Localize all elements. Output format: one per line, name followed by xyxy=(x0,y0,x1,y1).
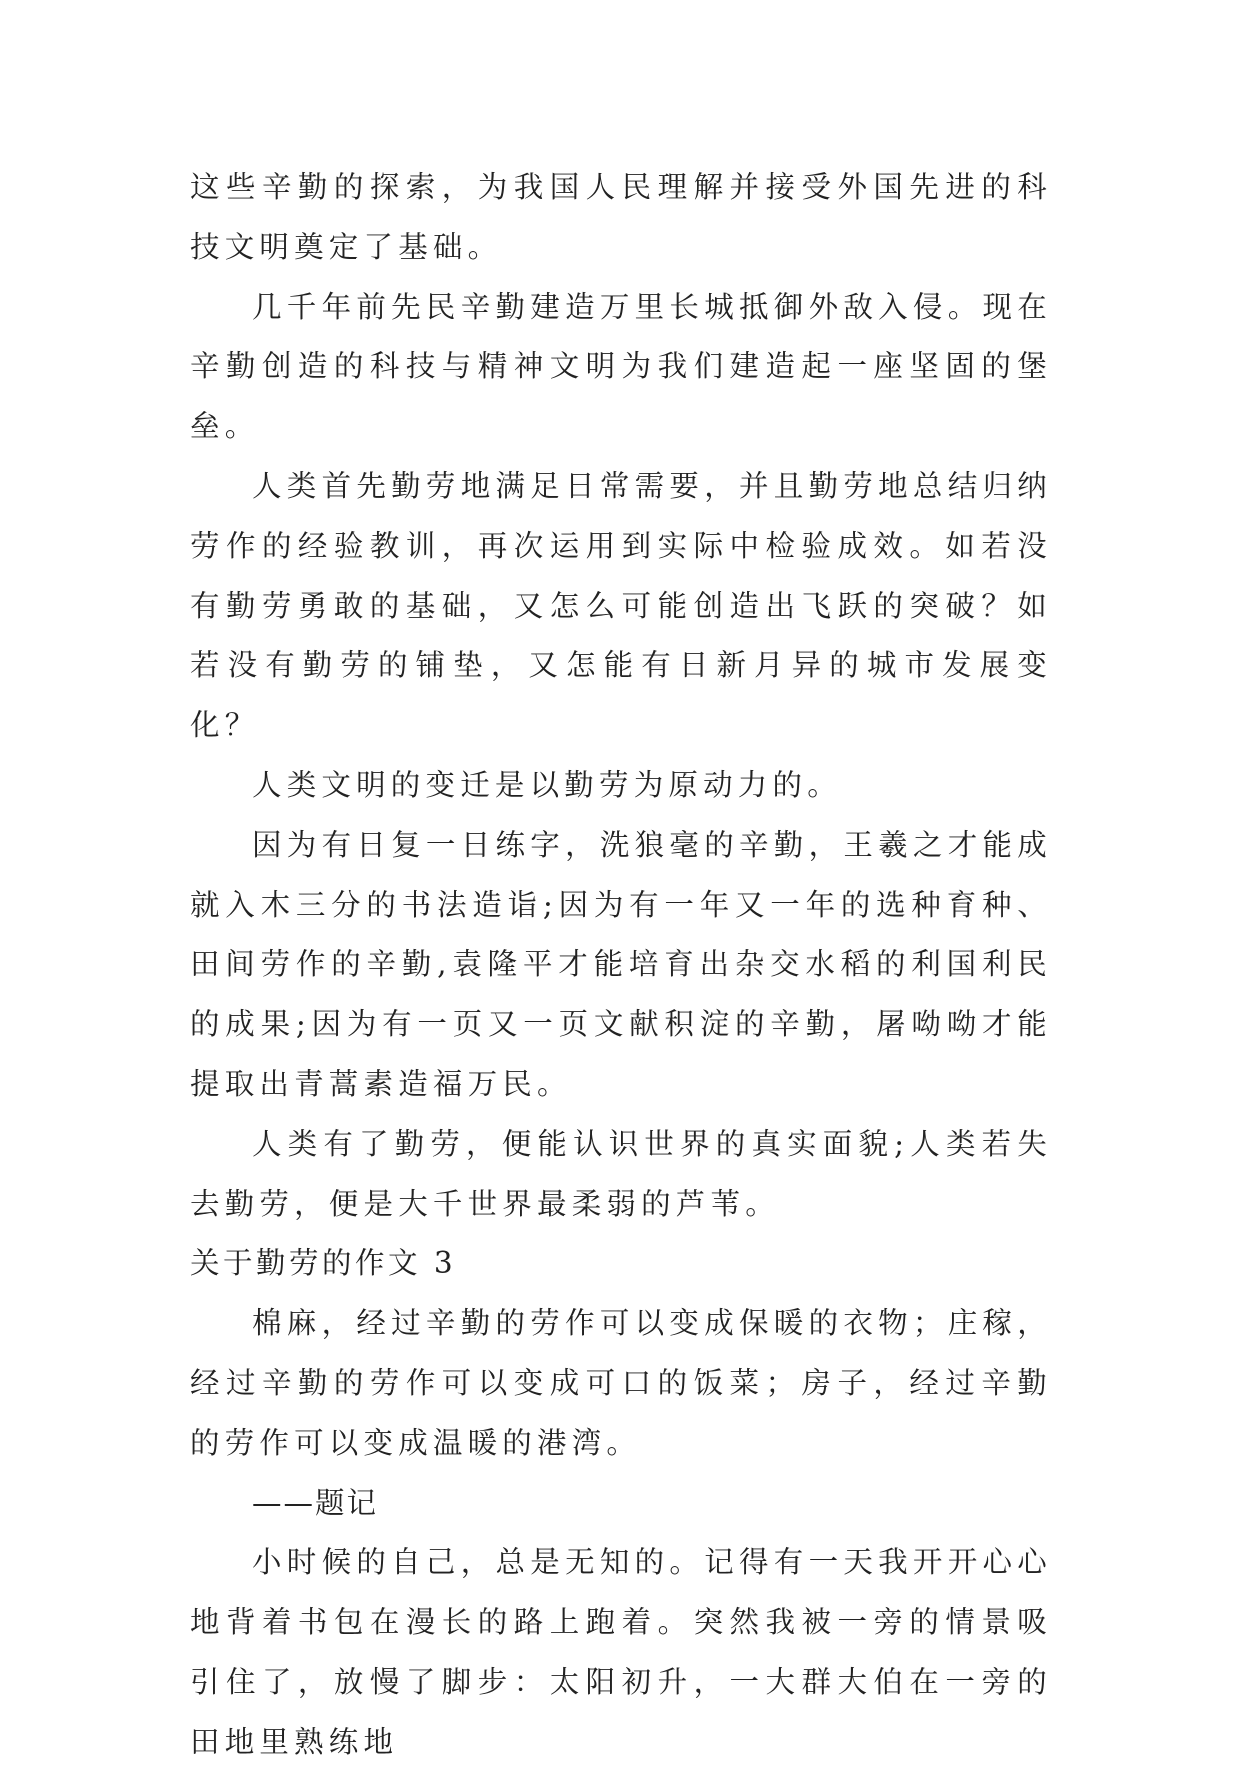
paragraph-childhood: 小时候的自己，总是无知的。记得有一天我开开心心地背着书包在漫长的路上跑着。突然我被一旁的情景吸引住了，放慢了脚步：太阳初升，一大群大伯在一旁的田地里熟练地 xyxy=(190,1545,1052,1759)
paragraph-exploration: 这些辛勤的探索，为我国人民理解并接受外国先进的科技文明奠定了基础。 xyxy=(190,170,1052,264)
paragraph-conclusion: 人类有了勤劳，便能认识世界的真实面貌;人类若失去勤劳，便是大千世界最柔弱的芦苇。 xyxy=(190,1126,1052,1221)
epigraph: 棉麻，经过辛勤的劳作可以变成保暖的衣物；庄稼，经过辛勤的劳作可以变成可口的饭菜；房子，经过辛勤的劳作可以变成温暖的港湾。 xyxy=(190,1306,1052,1460)
section-title: 关于勤劳的作文 3 xyxy=(190,1246,457,1281)
epigraph-note: ——题记 xyxy=(252,1485,379,1520)
document-body xyxy=(190,158,1052,1773)
paragraph-human-diligence: 人类首先勤劳地满足日常需要，并且勤劳地总结归纳劳作的经验教训，再次运用到实际中检验成效。如若没有勤劳勇敢的基础，又怎么可能创造出飞跃的突破？如若没有勤劳的铺垫，又怎能有日新月异的城市发展变化？ xyxy=(190,468,1052,743)
paragraph-civilization-driver: 人类文明的变迁是以勤劳为原动力的。 xyxy=(252,767,842,802)
paragraph-examples: 因为有日复一日练字，洗狼毫的辛勤，王羲之才能成就入木三分的书法造诣;因为有一年又一年的选种育种、田间劳作的辛勤,袁隆平才能培育出杂交水稻的利国利民的成果;因为有一页又一页文献积淀的辛勤，屠呦呦才能提取出青蒿素造福万民。 xyxy=(190,827,1052,1101)
paragraph-great-wall: 几千年前先民辛勤建造万里长城抵御外敌入侵。现在辛勤创造的科技与精神文明为我们建造起一座坚固的堡垒。 xyxy=(190,289,1052,444)
